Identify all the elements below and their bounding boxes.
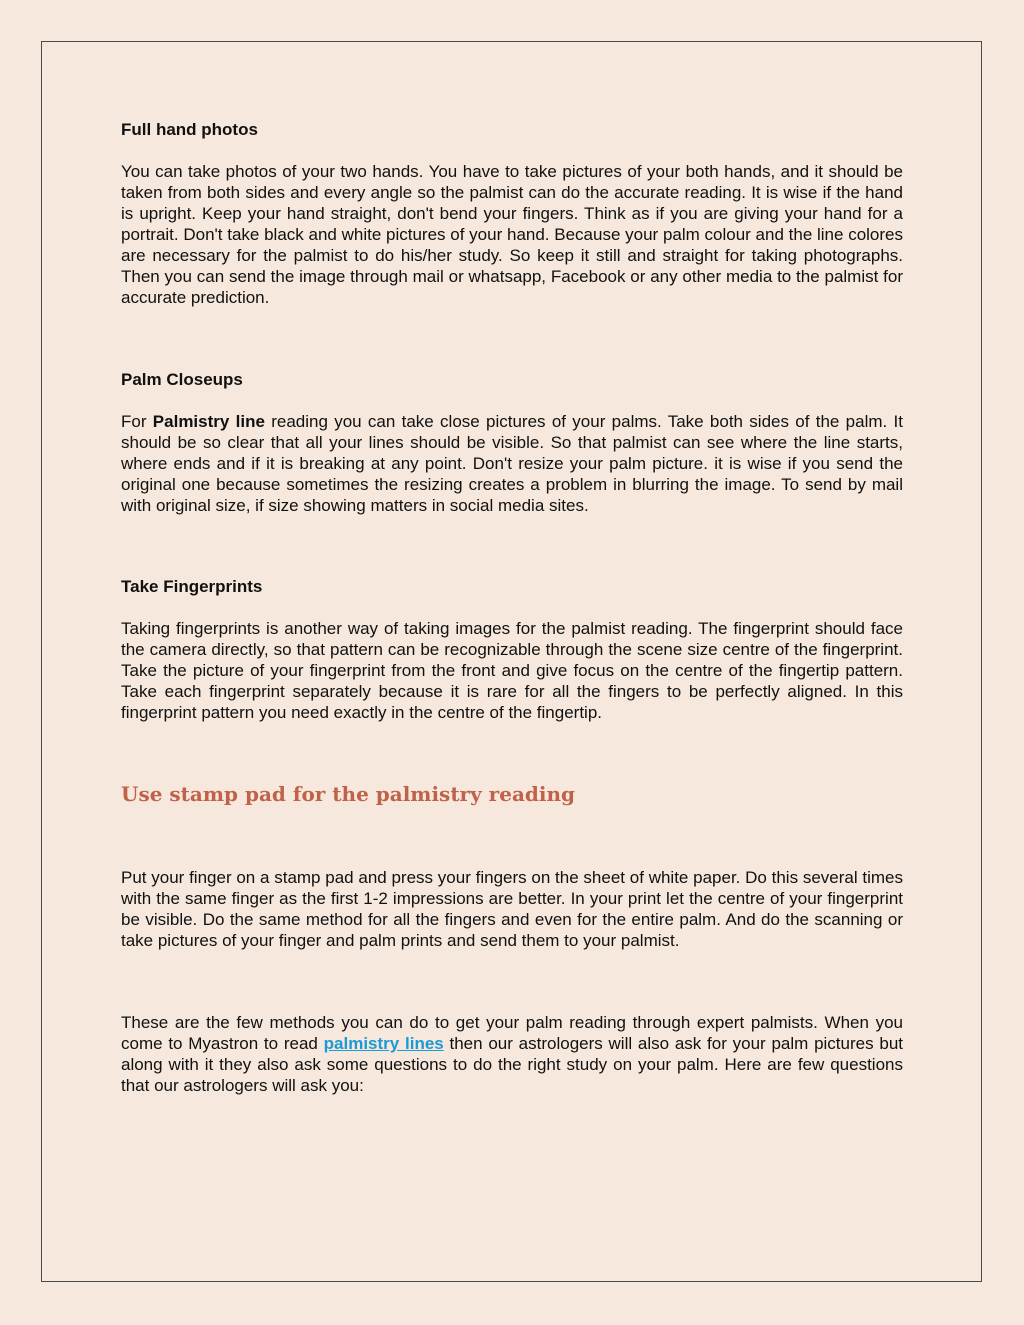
- heading-palm-closeups: Palm Closeups: [121, 370, 243, 389]
- palmistry-line-bold: Palmistry line: [152, 412, 265, 431]
- palm-closeups-rest: reading you can take close pictures of your palms. Take both sides of the palm. It should be so clear that all your lines should be visible. So that palmist can see where the line starts, where ends and if it is breaking at any point. Don't resize your palm picture. it is wise if you send the original one because sometimes the resizing creates a problem in blurring the image. To send by mail with original size, if size showing matters in social media sites.: [121, 412, 903, 515]
- closing-prefix: These are the few methods you can do to get your palm reading through expert palmists. When you come to Myastron to read: [121, 1013, 903, 1053]
- closing-rest: then our astrologers will also ask for your palm pictures but along with it they also ask some questions to do the right study on your palm. Here are few questions that our astrologers will ask you:: [121, 1034, 903, 1095]
- paragraph-take-fingerprints: Taking fingerprints is another way of taking images for the palmist reading. The fingerprint should face the camera directly, so that pattern can be recognizable through the scene size centre of the fingerprint. Take the picture of your fingerprint from the front and give focus on the centre of the fingertip pattern. Take each fingerprint separately because it is rare for all the fingers to be perfectly aligned. In this fingerprint pattern you need exactly in the centre of the fingertip.: [121, 619, 903, 722]
- paragraph-palm-closeups: [121, 411, 903, 516]
- section-title-stamp-pad: Use stamp pad for the palmistry reading: [121, 782, 576, 806]
- paragraph-stamp-pad: Put your finger on a stamp pad and press your fingers on the sheet of white paper. Do this several times with the same finger as the first 1-2 impressions are better. In your print let the centre of your fingerprint be visible. Do the same method for all the fingers and even for the entire palm. And do the scanning or take pictures of your finger and palm prints and send them to your palmist.: [121, 868, 903, 950]
- document-content: [121, 119, 903, 1096]
- heading-take-fingerprints: Take Fingerprints: [121, 577, 263, 596]
- paragraph-full-hand-photos: You can take photos of your two hands. You have to take pictures of your both hands, and it should be taken from both sides and every angle so the palmist can do the accurate reading. It is wise if the hand is upright. Keep your hand straight, don't bend your fingers. Think as if you are giving your hand for a portrait. Don't take black and white pictures of your hand. Because your palm colour and the line colores are necessary for the palmist to do his/her study. So keep it still and straight for taking photographs. Then you can send the image through mail or whatsapp, Facebook or any other media to the palmist for accurate prediction.: [121, 162, 903, 307]
- heading-full-hand-photos: Full hand photos: [121, 120, 258, 139]
- palmistry-lines-link[interactable]: palmistry lines: [323, 1034, 444, 1053]
- palm-closeups-prefix: For: [121, 412, 153, 431]
- paragraph-closing: [121, 1012, 903, 1096]
